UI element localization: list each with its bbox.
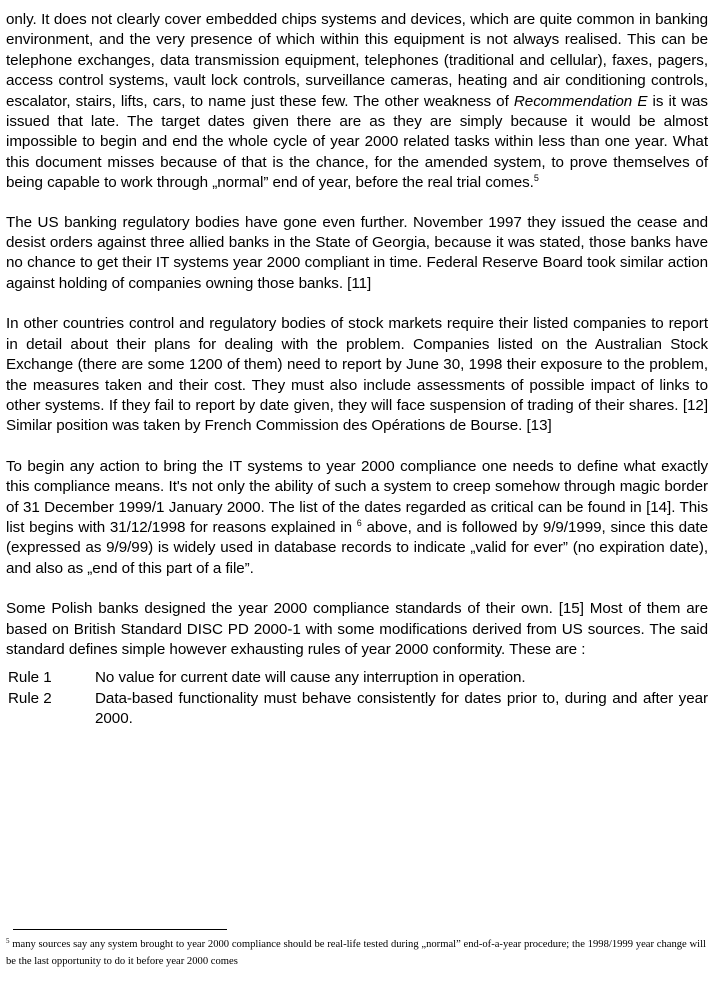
footnote-reference[interactable]: 6: [356, 517, 362, 528]
paragraph-compliance-definition: [6, 457, 708, 579]
footnote-reference[interactable]: 5: [533, 173, 539, 184]
paragraph-stock-markets: In other countries control and regulatory bodies of stock markets require their listed companies to report in detail about their plans for dealing with the problem. Companies listed on the Australian Stock Exchange (there are some 1200 of them) need to report by June 30, 1998 their exposure to the problem, the measures taken and their cost. They must also include assessments of possible impact of links to other systems. If they fail to report by date given, they will face suspension of trading of their shares. [12] Similar position was taken by French Commission des Opérations de Bourse. [13]: [6, 315, 708, 435]
paragraph-text: above, and is followed by 9/9/1999, since this date (expressed as 9/9/99) is widely used in database records to indicate „valid for ever” (no expiration date), and also as „end of this part of a file”.: [6, 518, 708, 577]
footnote-text: many sources say any system brought to year 2000 compliance should be real-life tested during „normal” end-of-a-year procedure; the 1998/1999 year change will be the last opportunity to do it before year 2000 comes: [6, 939, 706, 967]
emphasis-recommendation-e: Recommendation E: [513, 92, 648, 110]
rule-item: [6, 689, 708, 730]
paragraph-text: only. It does not clearly cover embedded chips systems and devices, which are quite common in banking environment, and the very presence of which within this equipment is not always realised. This can be telephone exchanges, data transmission equipment, telephones (traditional and cellular), faxes, pagers, access control systems, vault lock controls, surveillance cameras, heating and air conditioning controls, escalator, stairs, lifts, cars, to name just these few. The other weakness of: [6, 11, 708, 110]
document-page: [6, 10, 708, 730]
footnote-separator: [13, 929, 227, 930]
paragraph-recommendation-e: [6, 10, 708, 194]
paragraph-text: To begin any action to bring the IT systems to year 2000 compliance one needs to define what exactly this compliance means. It's not only the ability of such a system to creep somehow through magic border of 31 December 1999/1 January 2000. The list of the dates regarded as critical can be found in [14]. This list begins with 31/12/1998 for reasons explained in: [6, 457, 708, 536]
footnote-marker: 5: [6, 937, 10, 945]
rule-label: Rule 1: [8, 669, 52, 687]
rule-text: Data-based functionality must behave consistently for dates prior to, during and after year 2000.: [95, 689, 708, 728]
rule-item: [6, 668, 708, 688]
rule-label: Rule 2: [8, 689, 52, 707]
rules-list: [6, 668, 708, 729]
paragraph-us-regulatory: The US banking regulatory bodies have gone even further. November 1997 they issued the cease and desist orders against three allied banks in the State of Georgia, because it was stated, those banks have no chance to get their IT systems year 2000 compliant in time. Federal Reserve Board took similar action against holding of companies owning those banks. [11]: [6, 213, 708, 292]
rule-text: No value for current date will cause any interruption in operation.: [95, 669, 526, 687]
footnote: [6, 936, 706, 970]
paragraph-text: is it was issued that late. The target dates given there are as they are simply because it would be almost impossible to begin and end the whole cycle of year 2000 related tasks within less than one year. What this document misses because of that is the chance, for the amended system, to prove themselves of being capable to work through „normal” end of year, before the real trial comes.: [6, 92, 708, 192]
paragraph-polish-banks: Some Polish banks designed the year 2000 compliance standards of their own. [15] Most of them are based on British Standard DISC PD 2000-1 with some modifications derived from US sources. The said standard defines simple however exhausting rules of year 2000 conformity. These are :: [6, 600, 708, 658]
